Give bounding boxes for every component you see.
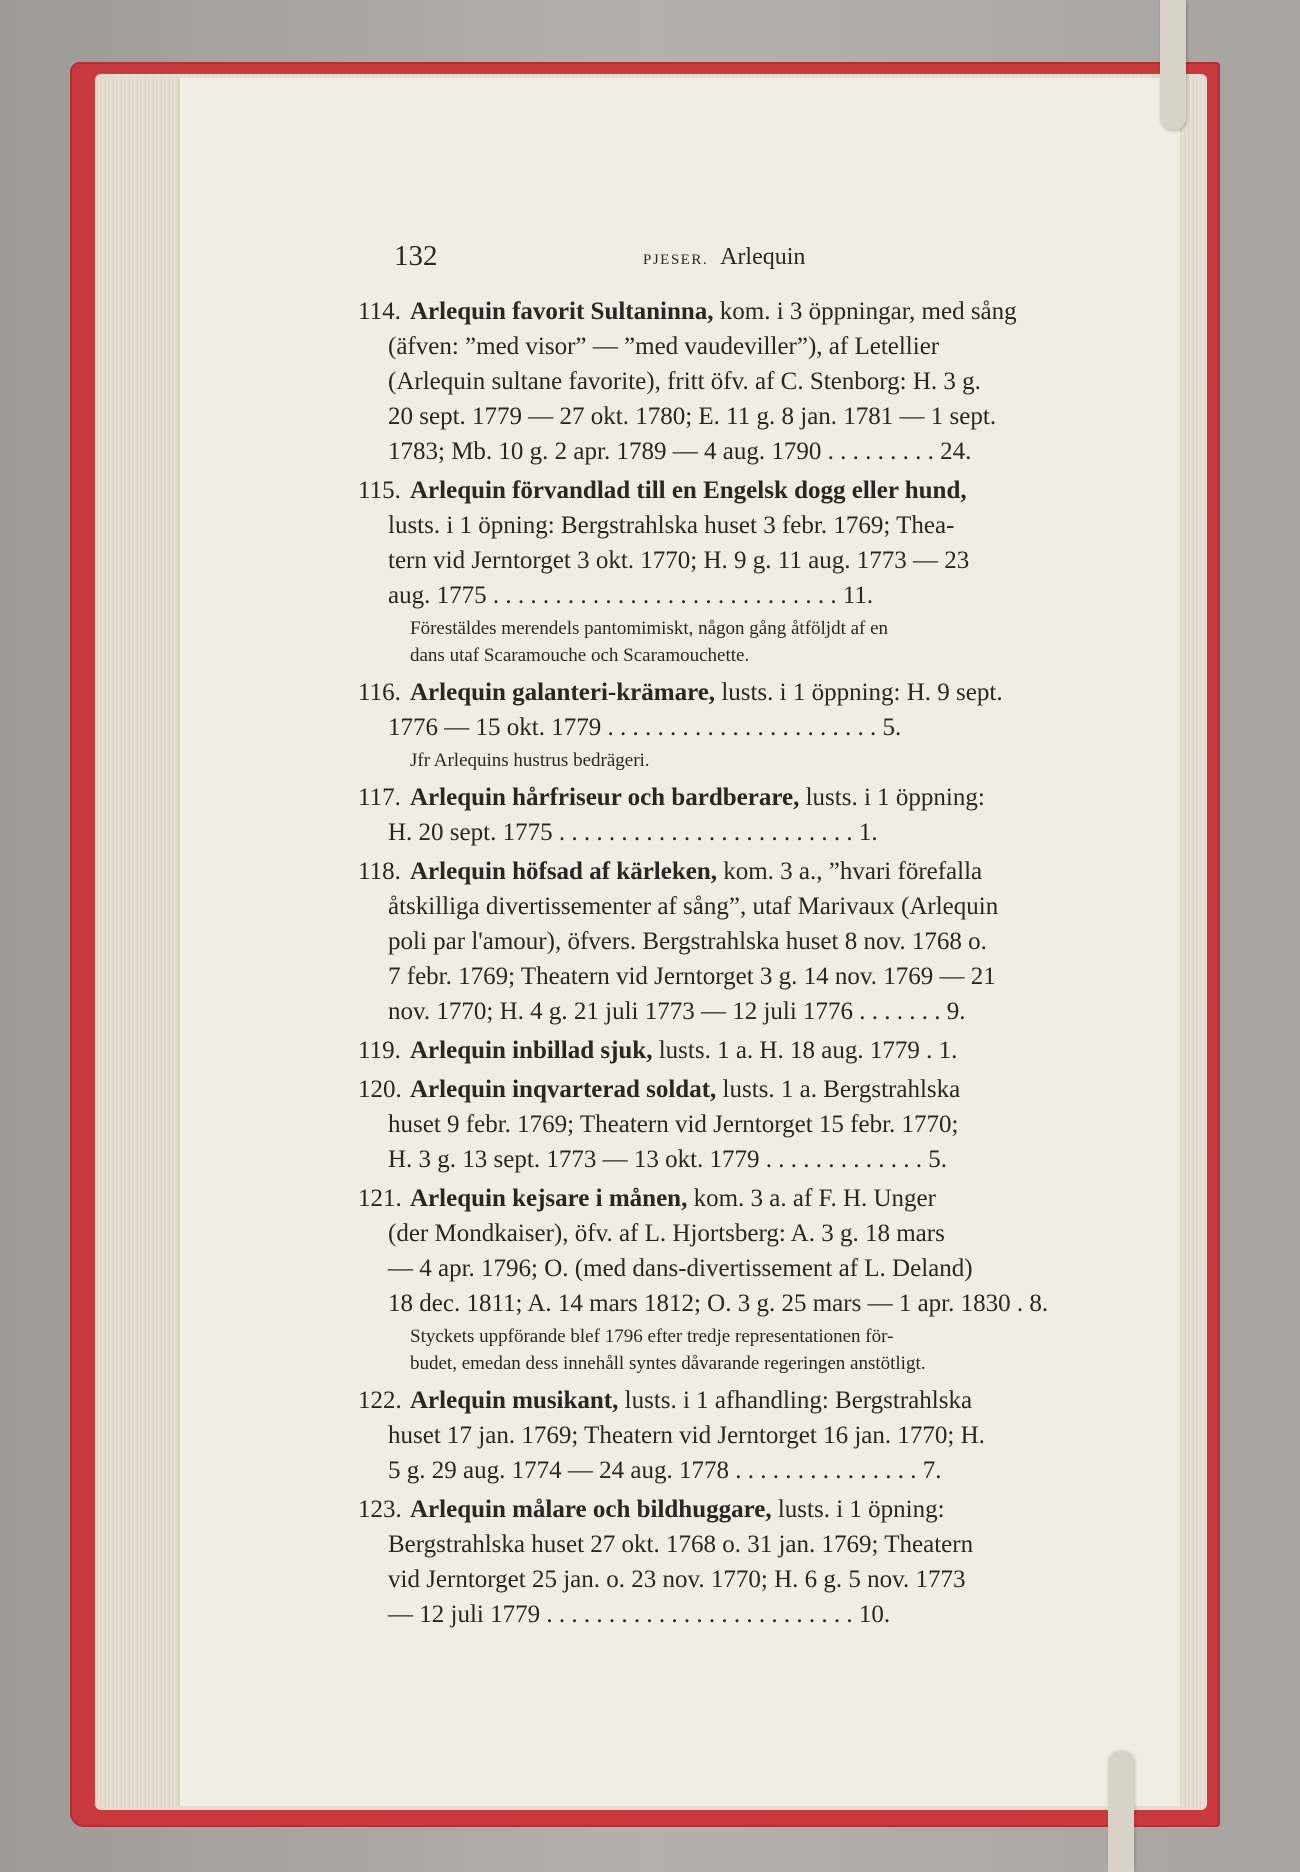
bookmark-ribbon-bottom[interactable] (1108, 1752, 1134, 1872)
entry-number: 114. (358, 298, 401, 325)
entry-number: 120. (358, 1076, 402, 1103)
entry-text: Bergstrahlska huset 27 okt. 1768 o. 31 jan. 1769; Theatern (388, 1531, 974, 1558)
entry-text: lusts. 1 a. Bergstrahlska (716, 1076, 961, 1103)
catalog-entry (358, 1492, 1148, 1632)
entry-line (358, 578, 1148, 613)
entry-note-line: dans utaf Scaramouche och Scaramouchette. (410, 645, 750, 666)
entry-line (358, 994, 1148, 1029)
entry-note (358, 1323, 1148, 1377)
entry-line (358, 889, 1148, 924)
entry-text: vid Jerntorget 25 jan. o. 23 nov. 1770; H. 6 g. 5 nov. 1773 (388, 1566, 966, 1593)
catalog-entry (358, 1033, 1148, 1068)
entry-first-line (358, 1181, 1148, 1216)
entry-text: lusts. i 1 öppning: H. 9 sept. (715, 679, 1003, 706)
bookmark-ribbon-top[interactable] (1160, 0, 1186, 130)
entry-note-line: budet, emedan dess innehåll syntes dåvarande regeringen anstötligt. (410, 1353, 926, 1374)
entry-title: Arlequin förvandlad till en Engelsk dogg eller hund, (410, 477, 967, 504)
entry-first-line (358, 1072, 1148, 1107)
catalog-entry (358, 1181, 1148, 1377)
entry-first-line (358, 473, 1148, 508)
entry-title: Arlequin hårfriseur och bardberare, (410, 784, 800, 811)
entry-text: lusts. i 1 afhandling: Bergstrahlska (618, 1387, 973, 1414)
entry-text: poli par l'amour), öfvers. Bergstrahlska huset 8 nov. 1768 o. (388, 928, 987, 955)
entry-line (358, 1453, 1148, 1488)
entry-text: H. 3 g. 13 sept. 1773 — 13 okt. 1779 . . . . . . . . . . . . . 5. (388, 1146, 948, 1173)
entry-first-line (358, 1492, 1148, 1527)
entry-text: kom. 3 a., ”hvari förefalla (716, 858, 983, 885)
entry-text: 7 febr. 1769; Theatern vid Jerntorget 3 g. 14 nov. 1769 — 21 (388, 963, 996, 990)
entry-text: kom. 3 a. af F. H. Unger (687, 1185, 936, 1212)
entry-first-line (358, 780, 1148, 815)
running-title (643, 244, 805, 271)
page-text (358, 240, 1148, 1636)
entry-text: nov. 1770; H. 4 g. 21 juli 1773 — 12 juli 1776 . . . . . . . 9. (388, 998, 966, 1025)
catalog-entry (358, 675, 1148, 774)
entry-list (358, 294, 1148, 1632)
entry-text: 20 sept. 1779 — 27 okt. 1780; E. 11 g. 8 jan. 1781 — 1 sept. (388, 403, 997, 430)
entry-line (358, 543, 1148, 578)
entry-number: 115. (358, 477, 401, 504)
entry-text: lusts. i 1 öppning: (799, 784, 985, 811)
entry-line (358, 434, 1148, 469)
catalog-entry (358, 780, 1148, 850)
running-title-text: Arlequin (720, 244, 806, 270)
entry-text: huset 9 febr. 1769; Theatern vid Jerntorget 15 febr. 1770; (388, 1111, 959, 1138)
entry-note-line: Styckets uppförande blef 1796 efter tredje representationen för- (410, 1326, 894, 1347)
entry-note (358, 615, 1148, 669)
entry-number: 121. (358, 1185, 402, 1212)
entry-text: (der Mondkaiser), öfv. af L. Hjortsberg: A. 3 g. 18 mars (388, 1220, 945, 1247)
entry-title: Arlequin höfsad af kärleken, (410, 858, 717, 885)
entry-text: 1776 — 15 okt. 1779 . . . . . . . . . . . . . . . . . . . . . . 5. (388, 714, 902, 741)
catalog-entry (358, 473, 1148, 669)
entry-text: 1783; Mb. 10 g. 2 apr. 1789 — 4 aug. 1790 . . . . . . . . . 24. (388, 438, 972, 465)
entry-number: 116. (358, 679, 401, 706)
entry-title: Arlequin favorit Sultaninna, (410, 298, 714, 325)
entry-line (358, 710, 1148, 745)
entry-line (358, 1251, 1148, 1286)
entry-note (358, 747, 1148, 774)
entry-number: 122. (358, 1387, 402, 1414)
entry-number: 118. (358, 858, 401, 885)
entry-line (358, 364, 1148, 399)
entry-title: Arlequin inbillad sjuk, (410, 1037, 653, 1064)
entry-line (358, 1142, 1148, 1177)
entry-text: åtskilliga divertissementer af sång”, utaf Marivaux (Arlequin (388, 893, 999, 920)
page-number: 132 (394, 240, 438, 272)
entry-note-line: Jfr Arlequins hustrus bedrägeri. (410, 750, 650, 771)
entry-note-line: Förestäldes merendels pantomimiskt, någon gång åtföljdt af en (410, 618, 889, 639)
entry-line (358, 1527, 1148, 1562)
entry-line (358, 1418, 1148, 1453)
entry-text: H. 20 sept. 1775 . . . . . . . . . . . . . . . . . . . . . . . . 1. (388, 819, 878, 846)
entry-line (358, 959, 1148, 994)
catalog-entry (358, 854, 1148, 1029)
entry-line (358, 1597, 1148, 1632)
page-header (358, 240, 1148, 280)
entry-number: 119. (358, 1037, 401, 1064)
entry-text: lusts. i 1 öpning: Bergstrahlska huset 3 febr. 1769; Thea- (388, 512, 955, 539)
entry-first-line (358, 675, 1148, 710)
entry-text: (Arlequin sultane favorite), fritt öfv. af C. Stenborg: H. 3 g. (388, 368, 981, 395)
entry-first-line (358, 294, 1148, 329)
entry-line (358, 508, 1148, 543)
entry-text: (äfven: ”med visor” — ”med vaudeviller”), af Letellier (388, 333, 940, 360)
entry-title: Arlequin musikant, (410, 1387, 619, 1414)
catalog-entry (358, 1072, 1148, 1177)
entry-first-line (358, 854, 1148, 889)
entry-text: lusts. i 1 öpning: (771, 1496, 945, 1523)
entry-line (358, 1286, 1148, 1321)
entry-title: Arlequin målare och bildhuggare, (410, 1496, 772, 1523)
entry-title: Arlequin inqvarterad soldat, (410, 1076, 717, 1103)
catalog-entry (358, 1383, 1148, 1488)
entry-text: tern vid Jerntorget 3 okt. 1770; H. 9 g. 11 aug. 1773 — 23 (388, 547, 970, 574)
entry-line (358, 924, 1148, 959)
entry-first-line (358, 1383, 1148, 1418)
entry-text: aug. 1775 . . . . . . . . . . . . . . . . . . . . . . . . . . . . 11. (388, 582, 874, 609)
entry-title: Arlequin galanteri-krämare, (410, 679, 716, 706)
entry-text: lusts. 1 a. H. 18 aug. 1779 . 1. (652, 1037, 958, 1064)
entry-text: 18 dec. 1811; A. 14 mars 1812; O. 3 g. 25 mars — 1 apr. 1830 . 8. (388, 1290, 1049, 1317)
entry-text: 5 g. 29 aug. 1774 — 24 aug. 1778 . . . . . . . . . . . . . . . 7. (388, 1457, 942, 1484)
entry-line (358, 1107, 1148, 1142)
entry-line (358, 815, 1148, 850)
entry-text: — 12 juli 1779 . . . . . . . . . . . . . . . . . . . . . . . . . 10. (388, 1601, 891, 1628)
catalog-entry (358, 294, 1148, 469)
entry-line (358, 329, 1148, 364)
entry-number: 123. (358, 1496, 402, 1523)
entry-title: Arlequin kejsare i månen, (410, 1185, 688, 1212)
entry-text: — 4 apr. 1796; O. (med dans-divertissement af L. Deland) (388, 1255, 973, 1282)
entry-text: huset 17 jan. 1769; Theatern vid Jerntorget 16 jan. 1770; H. (388, 1422, 985, 1449)
entry-line (358, 399, 1148, 434)
entry-line (358, 1562, 1148, 1597)
entry-number: 117. (358, 784, 401, 811)
entry-line (358, 1216, 1148, 1251)
entry-first-line (358, 1033, 1148, 1068)
running-title-caps: PJESER. (643, 252, 709, 268)
entry-text: kom. i 3 öppningar, med sång (713, 298, 1017, 325)
